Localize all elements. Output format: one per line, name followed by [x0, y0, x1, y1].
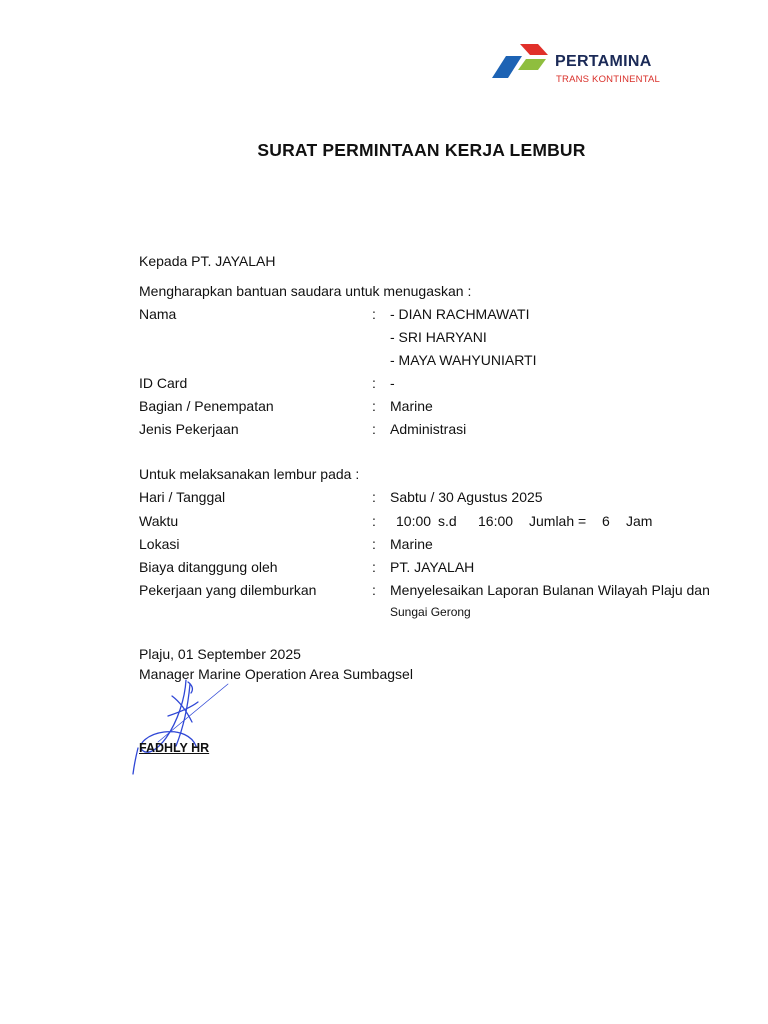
waktu-end: 16:00	[478, 513, 514, 529]
signer-name: FADHLY HR	[139, 741, 210, 755]
field-value: Sabtu / 30 Agustus 2025	[390, 489, 543, 505]
pekerjaan-line2: Sungai Gerong	[390, 605, 471, 619]
signature-mark	[128, 676, 233, 776]
field-colon: :	[372, 306, 376, 322]
waktu-start: 10:00	[396, 513, 432, 529]
logo-green-shape	[518, 59, 546, 70]
field-label: Lokasi	[139, 536, 180, 552]
field-idcard	[139, 374, 739, 392]
field-nama	[139, 305, 739, 323]
field-jenis	[139, 420, 739, 438]
logo-subtitle: TRANS KONTINENTAL	[556, 74, 661, 85]
field-colon: :	[372, 489, 376, 505]
jumlah-value: 6	[602, 513, 610, 529]
field-label: Waktu	[139, 513, 179, 529]
logo-red-shape	[520, 44, 548, 55]
field-colon: :	[372, 582, 376, 598]
logo-name: PERTAMINA	[555, 53, 652, 70]
nama-value: - MAYA WAHYUNIARTI	[390, 352, 537, 368]
field-bagian	[139, 397, 739, 415]
field-nama-3	[139, 351, 739, 369]
field-colon: :	[372, 375, 376, 391]
nama-value: - DIAN RACHMAWATI	[390, 306, 530, 322]
field-biaya	[139, 558, 739, 576]
field-value: Marine	[390, 536, 433, 552]
field-label: Bagian / Penempatan	[139, 398, 274, 414]
nama-value: - SRI HARYANI	[390, 329, 487, 345]
logo-blue-shape	[492, 56, 522, 78]
field-colon: :	[372, 398, 376, 414]
jumlah-unit: Jam	[626, 513, 653, 529]
field-label: Biaya ditanggung oleh	[139, 559, 278, 575]
field-colon: :	[372, 513, 376, 529]
request-intro: Mengharapkan bantuan saudara untuk menugaskan :	[139, 283, 472, 299]
field-colon: :	[372, 536, 376, 552]
jumlah-label: Jumlah =	[529, 513, 587, 529]
field-waktu	[139, 512, 739, 530]
field-label: Hari / Tanggal	[139, 489, 226, 505]
field-value: -	[390, 375, 395, 391]
field-value: PT. JAYALAH	[390, 559, 475, 575]
lembur-intro: Untuk melaksanakan lembur pada :	[139, 466, 360, 482]
field-label: ID Card	[139, 375, 188, 391]
letter-title: SURAT PERMINTAAN KERJA LEMBUR	[257, 140, 586, 160]
field-value: Menyelesaikan Laporan Bulanan Wilayah Plaju dan	[390, 582, 710, 598]
field-pekerjaan	[139, 581, 739, 599]
recipient: Kepada PT. JAYALAH	[139, 253, 276, 269]
place-date: Plaju, 01 September 2025	[139, 646, 301, 662]
field-lokasi	[139, 535, 739, 553]
field-label: Pekerjaan yang dilemburkan	[139, 582, 317, 598]
field-nama-2	[139, 328, 739, 346]
field-colon: :	[372, 559, 376, 575]
field-label: Jenis Pekerjaan	[139, 421, 239, 437]
field-label: Nama	[139, 306, 177, 322]
field-value: Administrasi	[390, 421, 467, 437]
waktu-sd: s.d	[438, 513, 457, 529]
signer-position: Manager Marine Operation Area Sumbagsel	[139, 666, 413, 682]
field-hari	[139, 488, 739, 506]
field-colon: :	[372, 421, 376, 437]
field-value: Marine	[390, 398, 433, 414]
